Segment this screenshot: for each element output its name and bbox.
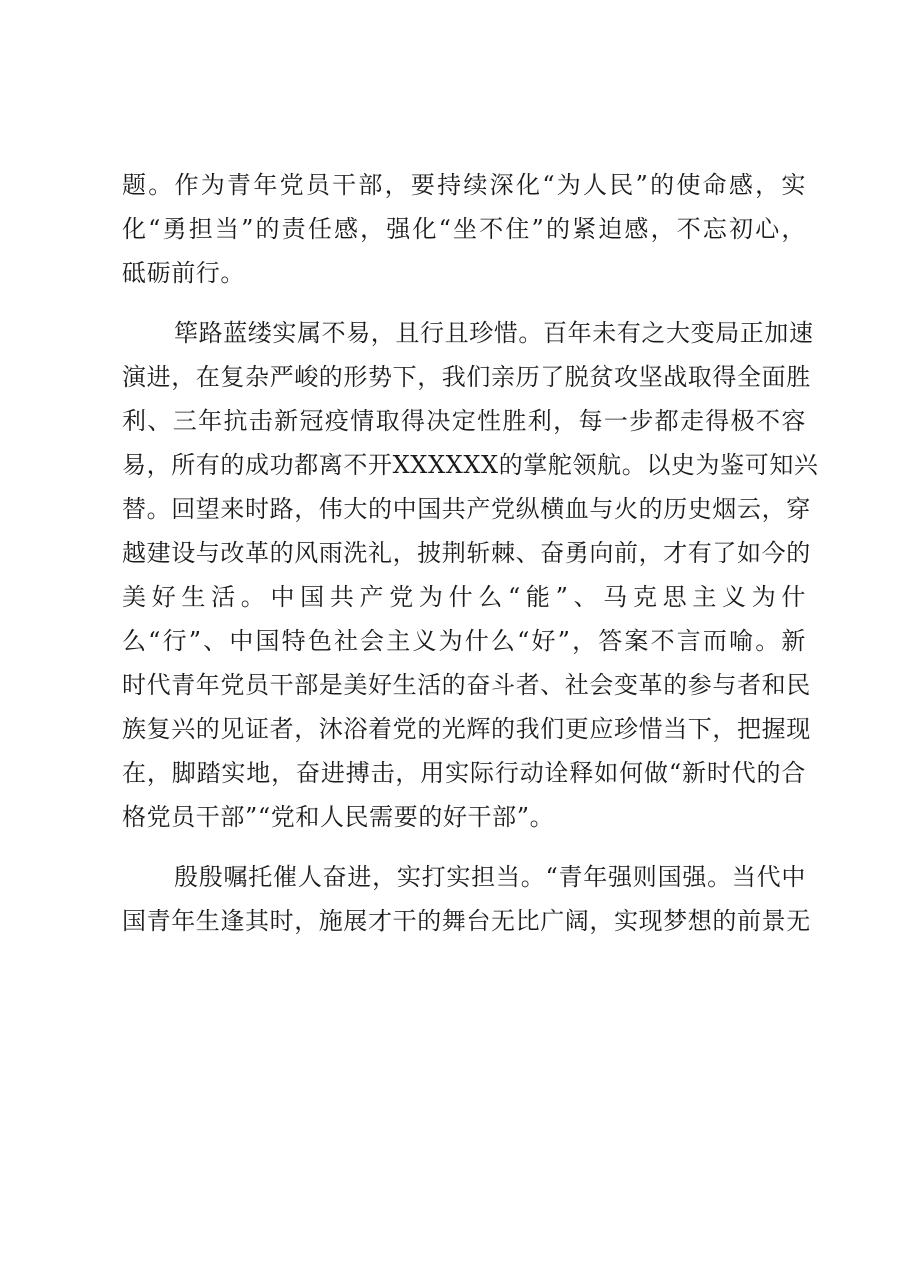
text-line: 筚路蓝缕实属不易，且行且珍惜。百年未有之大变局正加速 — [174, 319, 814, 347]
text-line: 么“行”、中国特色社会主义为什么“好”，答案不言而喻。新 — [122, 627, 806, 655]
document-body — [122, 163, 819, 943]
text-line: 题。作为青年党员干部，要持续深化“为人民”的使命感，实 — [122, 171, 806, 199]
text-line: 演进，在复杂严峻的形势下，我们亲历了脱贫攻坚战取得全面胜 — [122, 363, 811, 391]
text-line: 砥砺前行。 — [122, 259, 245, 287]
paragraph-spacer — [122, 295, 806, 311]
paragraph-spacer — [122, 839, 806, 855]
text-line: 在，脚踏实地，奋进搏击，用实际行动诠释如何做“新时代的合 — [122, 759, 806, 787]
text-line: 替。回望来时路，伟大的中国共产党纵横血与火的历史烟云，穿 — [122, 495, 811, 523]
paragraph-3 — [122, 855, 811, 943]
text-line: 越建设与改革的风雨洗礼，披荆斩棘、奋勇向前，才有了如今的 — [122, 539, 811, 567]
text-line: 国青年生逢其时，施展才干的舞台无比广阔，实现梦想的前景无 — [122, 907, 811, 935]
text-line: 时代青年党员干部是美好生活的奋斗者、社会变革的参与者和民 — [122, 671, 811, 699]
text-line: 利、三年抗击新冠疫情取得决定性胜利，每一步都走得极不容 — [122, 407, 806, 435]
text-line: 化“勇担当”的责任感，强化“坐不住”的紧迫感，不忘初心， — [122, 215, 806, 243]
paragraph-2 — [122, 311, 819, 839]
text-line: 易，所有的成功都离不开XXXXXX的掌舵领航。以史为鉴可知兴 — [122, 451, 819, 479]
text-line: 美好生活。中国共产党为什么“能”、马克思主义为什 — [122, 583, 806, 611]
text-line: 族复兴的见证者，沐浴着党的光辉的我们更应珍惜当下，把握现 — [122, 715, 811, 743]
text-line: 格党员干部”“党和人民需要的好干部”。 — [122, 803, 555, 831]
paragraph-1 — [122, 163, 806, 295]
text-line: 殷殷嘱托催人奋进，实打实担当。“青年强则国强。当代中 — [174, 863, 806, 891]
